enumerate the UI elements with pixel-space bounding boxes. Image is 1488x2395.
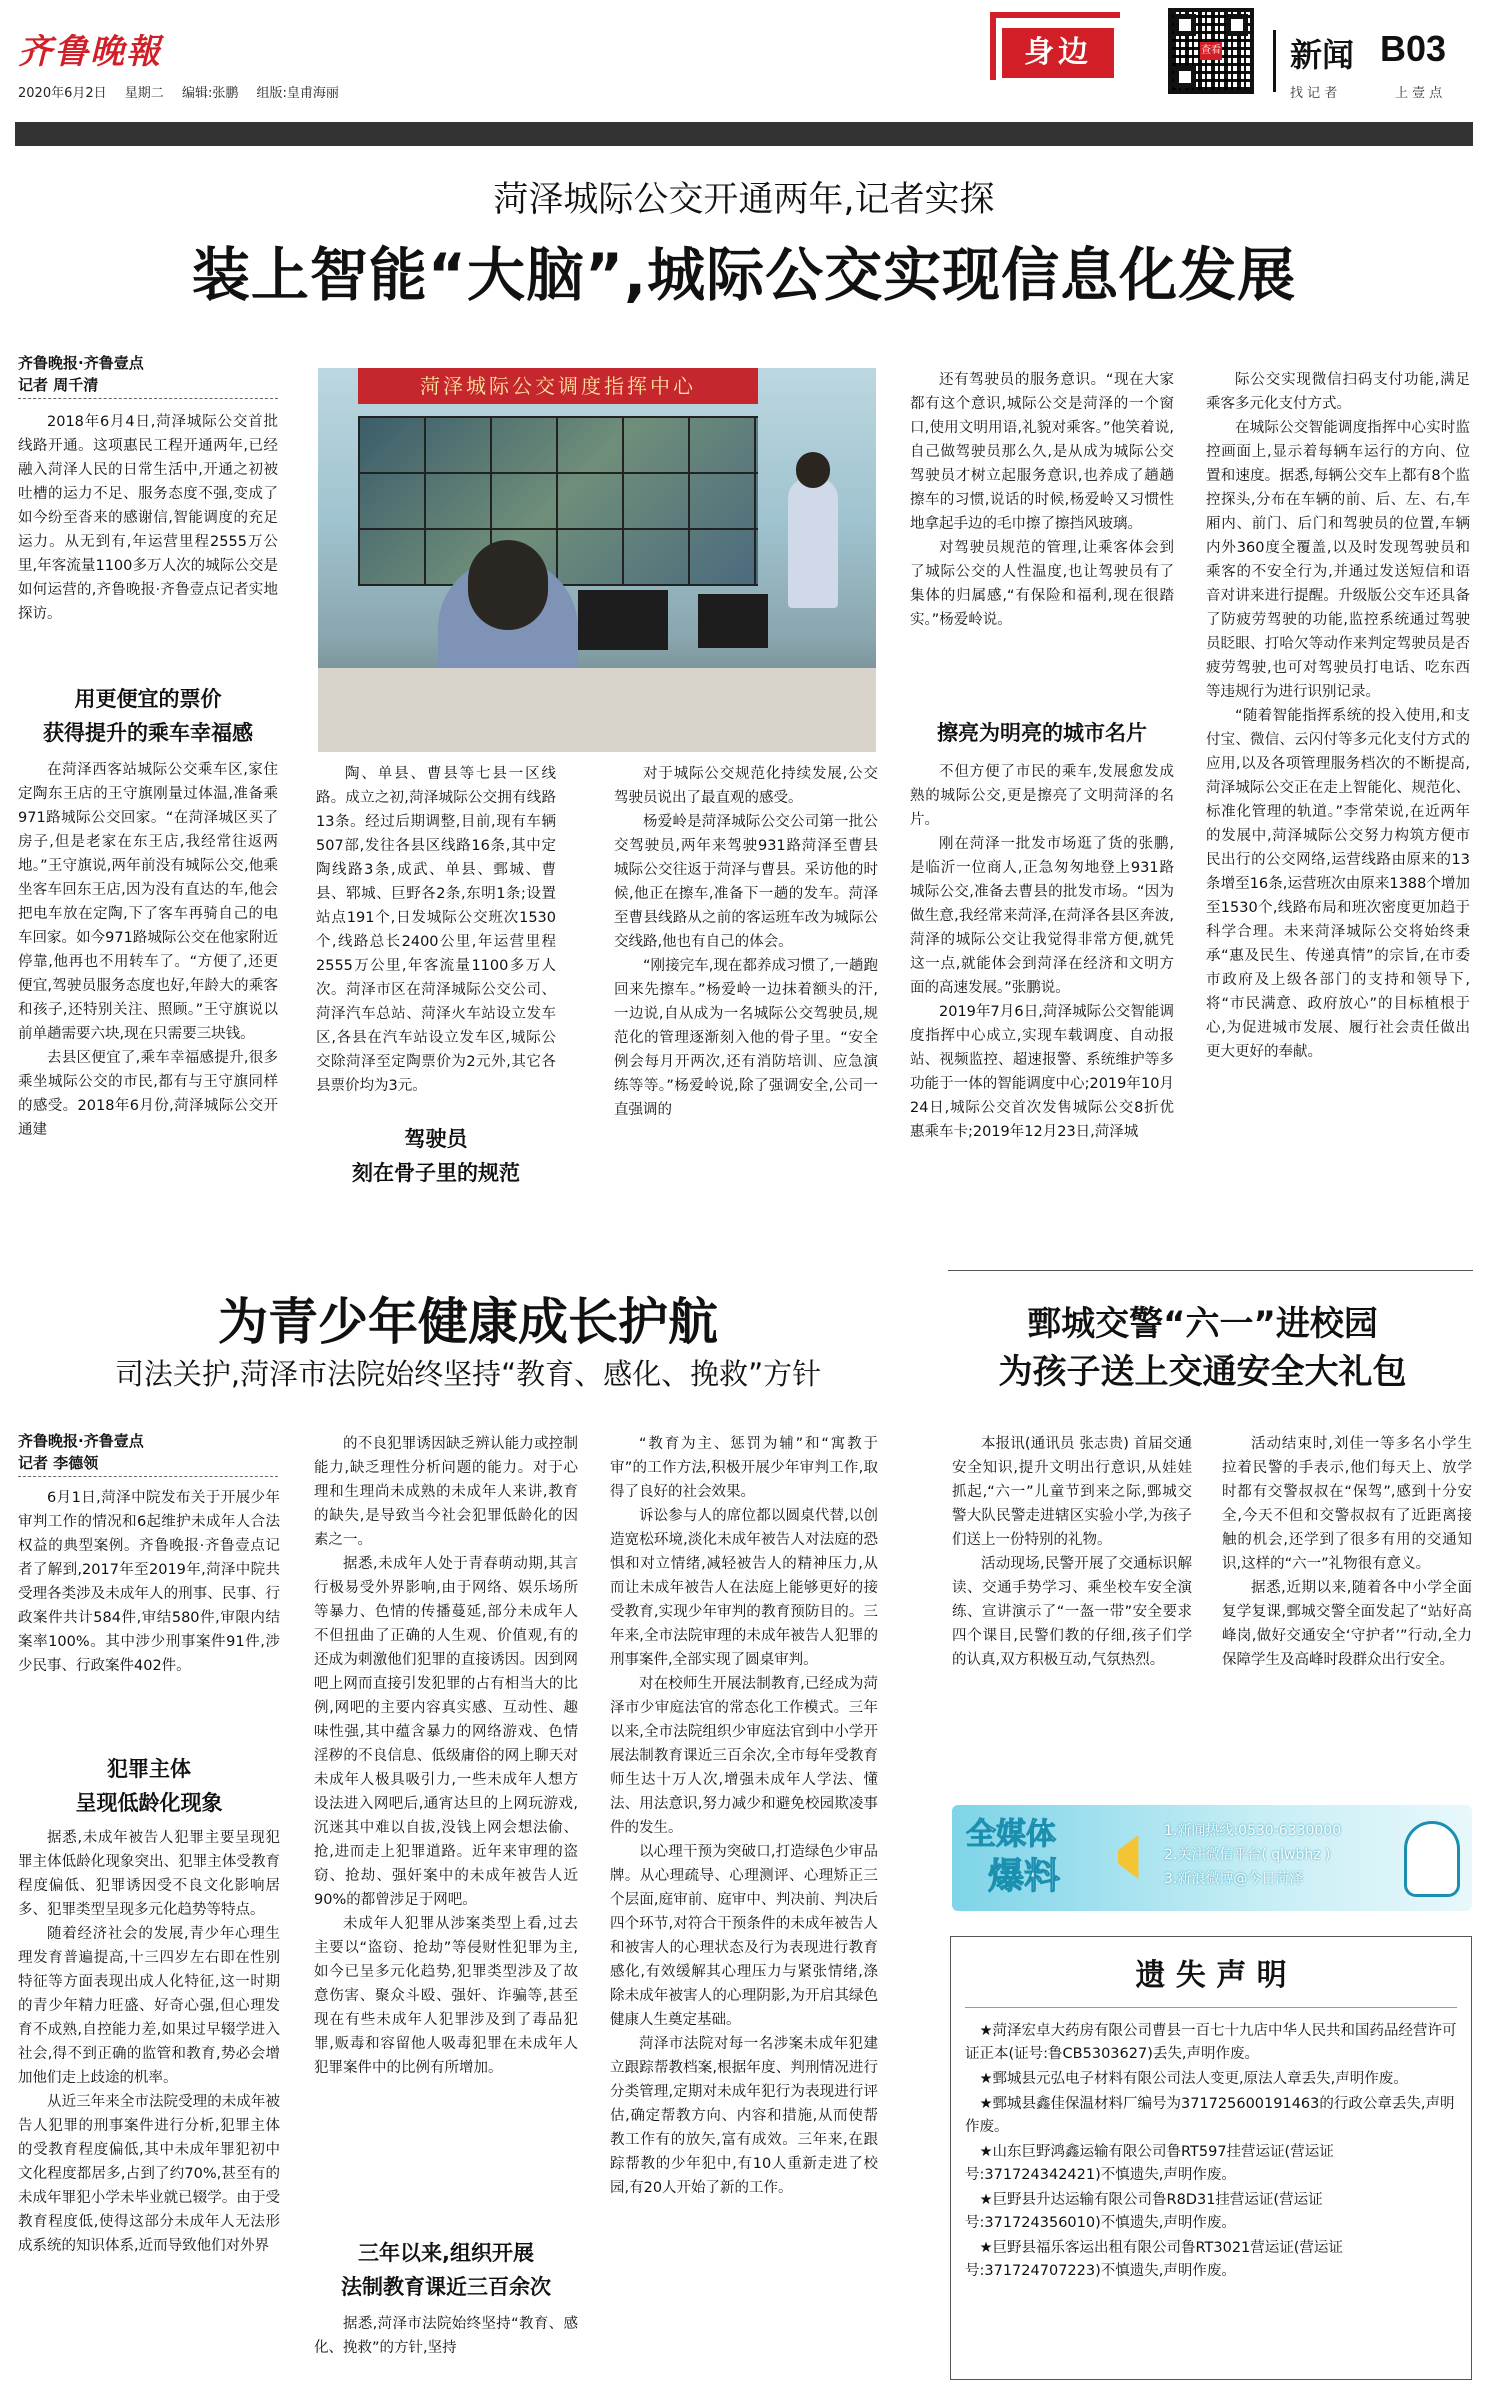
paragraph: 据悉,菏泽市法院始终坚持“教育、感化、挽救”的方针,坚持 [314, 2316, 578, 2356]
lead-column-5 [1206, 368, 1470, 1064]
logo: 齐鲁晚報 [18, 32, 162, 72]
paragraph: 未成年人犯罪从涉案类型上看,过去主要以“盗窃、抢劫”等侵财性犯罪为主,如今已呈多元化趋势,犯罪类型涉及了故意伤害、聚众斗殴、强奸、诈骗等,甚至现在有些未成年人犯罪涉及到了毒品犯罪,贩毒和容留他人吸毒犯罪在未成年人犯罪案件中的比例有所增加。 [314, 1916, 578, 2076]
paragraph: 活动现场,民警开展了交通标识解读、交通手势学习、乘坐校车安全演练、宣讲演示了“一盔一带”安全要求四个课目,民警们教的仔细,孩子们学的认真,双方积极互动,气氛热烈。 [952, 1556, 1192, 1668]
lead-reporter: 记者 周千清 [18, 376, 99, 394]
paragraph: 据悉,未成年人处于青春萌动期,其言行极易受外界影响,由于网络、娱乐场所等暴力、色情的传播蔓延,部分未成年人不但扭曲了正确的人生观、价值观,有的还成为刺激他们犯罪的直接诱因。因到网吧上网而直接引发犯罪的占有相当大的比例,网吧的主要内容真实感、互动性、趣味性强,其中蕴含暴力的网络游戏、色情淫秽的不良信息、低级庸俗的网上聊天对未成年人极具吸引力,一些未成年人想方设法进入网吧后,通宵达旦的上网玩游戏,沉迷其中难以自拔,没钱上网会想法偷、抢,进而走上犯罪道路。近年来审理的盗窃、抢劫、强奸案中的未成年被告人近90%的都曾涉足于网吧。 [314, 1556, 578, 1908]
lost-notice-title: 遗 失 声 明 [1135, 1958, 1287, 1993]
paragraph: 在城际公交智能调度指挥中心实时监控画面上,显示着每辆车运行的方向、位置和速度。据悉,每辆公交车上都有8个监控探头,分布在车辆的前、后、左、右,车厢内、前门、后门和驾驶员的位置,车辆内外360度全覆盖,以及时发现驾驶员和乘客的不安全行为,并通过发送短信和语音对讲来进行提醒。升级版公交车还具备了防疲劳驾驶的功能,监控系统通过驾驶员眨眼、打哈欠等动作来判定驾驶员是否疲劳驾驶,也可对驾驶员打电话、吃东西等违规行为进行识别记录。 [1206, 420, 1470, 700]
issue-editor: 编辑:张鹏 [181, 86, 239, 101]
youth-column-2b [314, 2312, 578, 2360]
photo-wall-screens [358, 416, 758, 586]
youth-source: 齐鲁晚报·齐鲁壹点 [18, 1432, 144, 1450]
paragraph: 从近三年来全市法院受理的未成年被告人犯罪的刑事案件进行分析,犯罪主体的受教育程度偏低,其中未成年罪犯初中文化程度都居多,占到了约70%,甚至有的未成年罪犯小学未毕业就已辍学。由于受教育程度低,使得这部分未成年人无法形成系统的知识体系,近而导致他们对外界 [18, 2094, 280, 2254]
paragraph: 不但方便了市民的乘车,发展愈发成熟的城际公交,更是擦亮了文明菏泽的名片。 [910, 764, 1174, 828]
youth-reporter: 记者 李德领 [18, 1454, 99, 1472]
page-number: B03 [1380, 28, 1447, 69]
paragraph: 2019年7月6日,菏泽城际公交智能调度指挥中心成立,实现车载调度、自动报站、视频监控、超速报警、系统维护等多功能于一体的智能调度中心;2019年10月24日,城际公交首次发售城际公交8折优惠乘车卡;2019年12月23日,菏泽城 [910, 1004, 1174, 1140]
media-hotline-banner [952, 1805, 1472, 1911]
find-reporter-label: 找 记 者 [1290, 86, 1338, 101]
lead-source: 齐鲁晚报·齐鲁壹点 [18, 354, 144, 372]
issue-date: 2020年6月2日 [18, 86, 107, 101]
banner-items [1164, 1819, 1394, 1891]
issue-weekday: 星期二 [124, 86, 164, 101]
paragraph: 际公交实现微信扫码支付功能,满足乘客多元化支付方式。 [1206, 372, 1470, 412]
traffic-column-2 [1222, 1432, 1472, 1672]
youth-column-1b [18, 1826, 280, 2258]
lead-photo [318, 368, 876, 752]
lead-column-3 [614, 762, 878, 1122]
photo-desk [318, 668, 876, 752]
paragraph: 在菏泽西客站城际公交乘车区,家住定陶东王店的王守旗刚量过体温,准备乘971路城际公交回家。“在菏泽城区买了房子,但是老家在东王店,我经常往返两地。”王守旗说,两年前没有城际公交,他乘坐客车回东王店,因为没有直达的车,他会把电车放在定陶,下了客车再骑自己的电车回家。如今971路城际公交在他家附近停靠,他再也不用转车了。“方便了,还更便宜,驾驶员服务态度也好,年龄大的乘客和孩子,还特别关注、照顾。”王守旗说以前单趟需要六块,现在只需要三块钱。 [18, 762, 278, 1042]
issue-info [18, 82, 339, 101]
section-tag [1002, 28, 1114, 78]
masthead [0, 0, 1488, 118]
paragraph: 对于城际公交规范化持续发展,公交驾驶员说出了最直观的感受。 [614, 766, 878, 806]
paragraph: 活动结束时,刘佳一等多名小学生拉着民警的手表示,他们每天上、放学时都有交警叔叔在“保驾”,感到十分安全,今天不但和交警叔叔有了近距离接触的机会,还学到了很多有用的交通知识,这样的“六一”礼物很有意义。 [1222, 1436, 1472, 1572]
paragraph: 对在校师生开展法制教育,已经成为菏泽市少审庭法官的常态化工作模式。三年以来,全市法院组织少审庭法官到中小学开展法制教育课近三百余次,全市每年受教育师生达十万人次,增强未成年人学法、懂法、用法意识,努力减少和避免校园欺凌事件的发生。 [610, 1676, 878, 1836]
paragraph: “随着智能指挥系统的投入使用,和支付宝、微信、云闪付等多元化支付方式的应用,以及各项管理服务档次的不断提高,菏泽城际公交正在走上智能化、规范化、标准化管理的轨道。”李常荣说,在近两年的发展中,菏泽城际公交努力构筑方便市民出行的公交网络,运营线路由原来的13条增至16条,运营班次由原来1388个增加至1530个,线路布局和班次密度更加趋于科学合理。未来菏泽城际公交将始终秉承“惠及民生、传递真情”的宗旨,在市委市政府及上级各部门的支持和领导下,将“市民满意、政府放心”的目标植根于心,为促进城市发展、履行社会责任做出更大更好的奉献。 [1206, 708, 1470, 1060]
lead-column-1b [18, 758, 278, 1142]
lead-column-4b [910, 760, 1174, 1144]
lost-notice-item: ★巨野县升达运输有限公司鲁R8D31挂营运证(营运证号:371724356010)不慎遗失,声明作废。 [965, 2192, 1323, 2231]
mascot-icon [1404, 1821, 1460, 1897]
lost-notice-item: ★鄄城县元弘电子材料有限公司法人变更,原法人章丢失,声明作废。 [979, 2071, 1408, 2087]
paragraph: 随着经济社会的发展,青少年心理生理发育普遍提高,十三四岁左右即在性别特征等方面表现出成人化特征,这一时期的青少年精力旺盛、好奇心强,但心理发育不成熟,自控能力差,如果过早辍学进入社会,得不到正确的监管和教育,势必会增加他们走上歧途的机率。 [18, 1926, 280, 2086]
paragraph: 刚在菏泽一批发市场逛了货的张鹏,是临沂一位商人,正急匆匆地登上931路城际公交,准备去曹县的批发市场。“因为做生意,我经常来菏泽,在菏泽各县区奔波,菏泽的城际公交让我觉得非常方便,就凭这一点,就能体会到菏泽在经济和文明方面的高速发展。”张鹏说。 [910, 836, 1174, 996]
banner-item-weibo: 3.新浪微博@今日菏泽 [1164, 1871, 1304, 1887]
paragraph: 的不良犯罪诱因缺乏辨认能力或控制能力,缺乏理性分析问题的能力。对于心理和生理尚未成熟的未成年人来讲,教育的缺失,是导致当今社会犯罪低龄化的因素之一。 [314, 1436, 578, 1548]
issue-layout: 组版:皇甫海丽 [256, 86, 339, 101]
youth-column-3 [610, 1432, 878, 2200]
lost-notice-box [950, 1936, 1472, 2380]
paragraph: 菏泽市法院对每一名涉案未成年犯建立跟踪帮教档案,根据年度、判刑情况进行分类管理,定期对未成年犯行为表现进行评估,确定帮教方向、内容和措施,从而使帮教工作有的放矢,富有成效。三年来,在跟踪帮教的少年犯中,有10人重新走进了校园,有20人开始了新的工作。 [610, 2036, 878, 2196]
youth-column-1 [18, 1486, 280, 1678]
qr-center-label: 查看 [1200, 42, 1222, 60]
megaphone-icon [1118, 1835, 1152, 1879]
paragraph: 2018年6月4日,菏泽城际公交首批线路开通。这项惠民工程开通两年,已经融入菏泽人民的日常生活中,开通之初被吐槽的运力不足、服务态度不强,变成了如今纷至沓来的感谢信,智能调度的充足运力。从无到有,年运营里程2555万公里,年客流量1100多万人次的城际公交是如何运营的,齐鲁晚报·齐鲁壹点记者实地探访。 [18, 414, 278, 622]
youth-column-2 [314, 1432, 578, 2080]
youth-subhead-2: 三年以来,组织开展 法制教育课近三百余次 [341, 2241, 551, 2299]
paragraph: 对驾驶员规范的管理,让乘客体会到了城际公交的人性温度,也让驾驶员有了集体的归属感,“有保险和福利,现在很踏实。”杨爱岭说。 [910, 540, 1174, 628]
paragraph: 以心理干预为突破口,打造绿色少审品牌。从心理疏导、心理测评、心理矫正三个层面,庭审前、庭审中、判决前、判决后四个环节,对符合干预条件的未成年被告人和被害人的心理状态及行为表现进行教育感化,有效缓解其心理压力与紧张情绪,涤除未成年被害人的心理阴影,为开启其绿色健康人生奠定基础。 [610, 1844, 878, 2028]
lead-column-2 [316, 762, 556, 1098]
lead-subhead-2: 驾驶员 刻在骨子里的规范 [352, 1127, 520, 1185]
youth-subhead: 司法关护,菏泽市法院始终坚持“教育、感化、挽救”方针 [114, 1357, 822, 1391]
banner-item-hotline: 1.新闻热线:0530-6330000 [1164, 1823, 1342, 1839]
lost-notice-item: ★山东巨野鸿鑫运输有限公司鲁RT597挂营运证(营运证号:371724342421)不慎遗失,声明作废。 [965, 2144, 1334, 2183]
lead-subhead-1: 用更便宜的票价 获得提升的乘车幸福感 [43, 687, 253, 745]
lead-column-1 [18, 410, 278, 626]
traffic-column-1 [952, 1432, 1192, 1672]
paragraph: 杨爱岭是菏泽城际公交公司第一批公交驾驶员,两年来驾驶931路菏泽至曹县城际公交往返于菏泽与曹县。采访他的时候,他正在擦车,准备下一趟的发车。菏泽至曹县线路从之前的客运班车改为城际公交线路,他也有自己的体会。 [614, 814, 878, 950]
paragraph: 去县区便宜了,乘车幸福感提升,很多乘坐城际公交的市民,都有与王守旗同样的感受。2018年6月份,菏泽城际公交开通建 [18, 1050, 278, 1138]
photo-person-standing [788, 478, 838, 608]
youth-byline [18, 1430, 278, 1477]
section-divider [948, 1270, 1473, 1271]
lead-byline [18, 352, 278, 399]
lost-notice-item: ★鄄城县鑫佳保温材料厂编号为371725600191463的行政公章丢失,声明作废。 [965, 2096, 1455, 2135]
lead-subhead-3: 擦亮为明亮的城市名片 [937, 721, 1147, 745]
paragraph: “教育为主、惩罚为辅”和“寓教于审”的工作方法,积极开展少年审判工作,取得了良好的社会效果。 [610, 1436, 878, 1500]
paragraph: 据悉,未成年被告人犯罪主要呈现犯罪主体低龄化现象突出、犯罪主体受教育程度偏低、犯罪诱因受不良文化影响居多、犯罪类型呈现多元化趋势等特点。 [18, 1830, 280, 1918]
banner-item-wechat: 2.关注微信平台( qlwbhz ) [1164, 1847, 1331, 1863]
paragraph: 本报讯(通讯员 张志贵) 首届交通安全知识,提升文明出行意识,从娃娃抓起,“六一”儿童节到来之际,鄄城交警大队民警走进辖区实验小学,为孩子们送上一份特别的礼物。 [952, 1436, 1192, 1548]
paragraph: 还有驾驶员的服务意识。“现在大家都有这个意识,城际公交是菏泽的一个窗口,使用文明用语,礼貌对乘客。”他笑着说,自己做驾驶员那么久,是从成为城际公交驾驶员才树立起服务意识,也养成了趟趟擦车的习惯,说话的时候,杨爱岭又习惯性地拿起手边的毛巾擦了擦挡风玻璃。 [910, 372, 1174, 532]
lost-notice-item: ★菏泽宏卓大药房有限公司曹县一百七十九店中华人民共和国药品经营许可证正本(证号:鲁CB5303627)丢失,声明作废。 [965, 2023, 1457, 2062]
qr-code[interactable] [1168, 8, 1254, 94]
section-name: 新闻 [1290, 36, 1355, 74]
paragraph: 诉讼参与人的席位都以圆桌代替,以创造宽松环境,淡化未成年被告人对法庭的恐惧和对立情绪,减轻被告人的精神压力,从而让未成年被告人在法庭上能够更好的接受教育,实现少年审判的教育预防目的。三年来,全市法院审理的未成年被告人犯罪的刑事案件,全部实现了圆桌审判。 [610, 1508, 878, 1668]
traffic-headline-line1: 鄄城交警“六一”进校园 [1027, 1304, 1378, 1344]
banner-brand-line2: 爆料 [988, 1856, 1061, 1897]
paragraph: 据悉,近期以来,随着各中小学全面复学复课,鄄城交警全面发起了“站好高峰岗,做好交通安全‘守护者’”行动,全力保障学生及高峰时段群众出行安全。 [1222, 1580, 1472, 1668]
traffic-headline [930, 1300, 1475, 1396]
app-label: 上 壹 点 [1395, 86, 1443, 101]
banner-brand [966, 1815, 1106, 1899]
masthead-rule [15, 122, 1473, 146]
paragraph: 6月1日,菏泽中院发布关于开展少年审判工作的情况和6起维护未成年人合法权益的典型案例。齐鲁晚报·齐鲁壹点记者了解到,2017年至2019年,菏泽中院共受理各类涉及未成年人的刑事、民事、行政案件共计584件,审结580件,审限内结案率100%。其中涉少刑事案件91件,涉少民事、行政案件402件。 [18, 1490, 280, 1674]
photo-banner: 菏泽城际公交调度指挥中心 [358, 368, 758, 404]
youth-headline: 为青少年健康成长护航 [218, 1293, 718, 1351]
lead-headline: 装上智能“大脑”,城际公交实现信息化发展 [191, 241, 1297, 309]
lead-kicker: 菏泽城际公交开通两年,记者实探 [493, 180, 995, 220]
banner-brand-line1: 全媒体 [966, 1817, 1056, 1852]
paragraph: 陶、单县、曹县等七县一区线路。成立之初,菏泽城际公交拥有线路13条。经过后期调整,目前,现有车辆507部,发往各县区线路16条,其中定陶线路3条,成武、单县、鄄城、曹县、郓城、巨野各2条,东明1条;设置站点191个,日发城际公交班次1530个,线路总长2400公里,年运营里程2555万公里,年客流量1100多万人次。菏泽市区在菏泽城际公交公司、菏泽汽车总站、菏泽火车站设立发车区,各县在汽车站设立发车区,城际公交除菏泽至定陶票价为2元外,其它各县票价均为3元。 [316, 766, 556, 1094]
lost-notice-item: ★巨野县福乐客运出租有限公司鲁RT3021营运证(营运证号:371724707223)不慎遗失,声明作废。 [965, 2240, 1343, 2279]
traffic-headline-line2: 为孩子送上交通安全大礼包 [998, 1352, 1407, 1392]
section-tag-label: 身边 [1024, 35, 1092, 70]
youth-subhead-1: 犯罪主体 呈现低龄化现象 [75, 1757, 223, 1815]
lead-column-4 [910, 368, 1174, 632]
paragraph: “刚接完车,现在都养成习惯了,一趟跑回来先擦车。”杨爱岭一边抹着额头的汗,一边说,自从成为一名城际公交驾驶员,规范化的管理逐渐刻入他的骨子里。“安全例会每月开两次,还有消防培训、应急演练等等。”杨爱岭说,除了强调安全,公司一直强调的 [614, 958, 878, 1118]
